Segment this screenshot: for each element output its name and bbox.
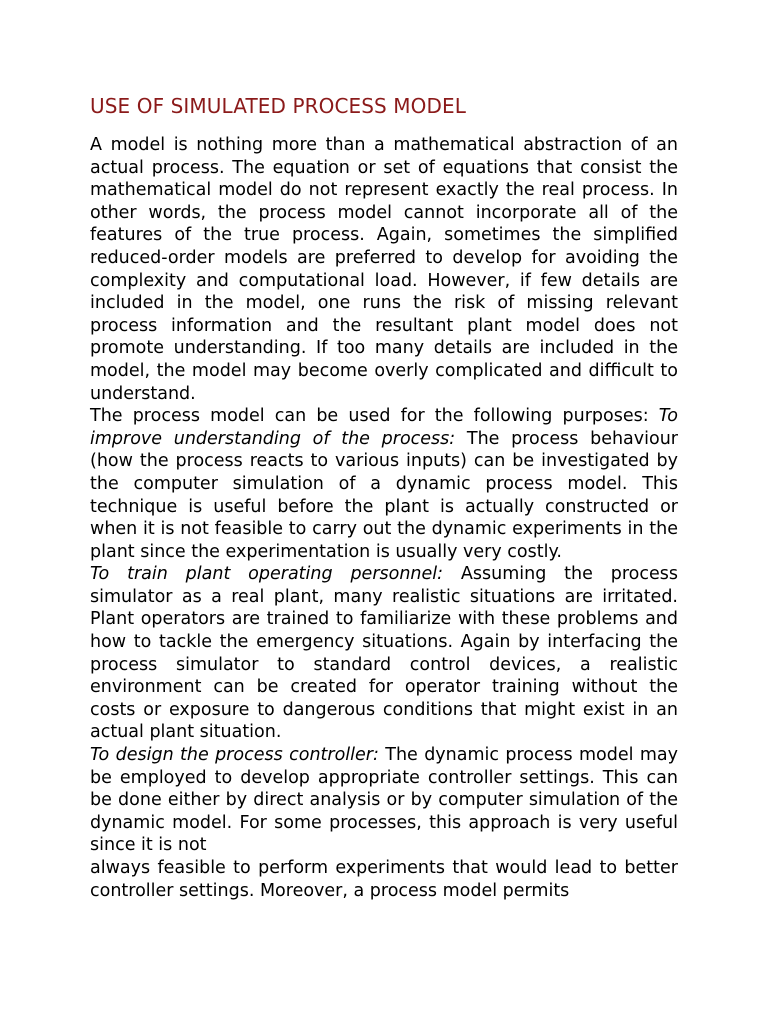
paragraph-continued [90, 857, 678, 902]
paragraph-text: always feasible to perform experiments that would lead to better controller settings. Moreover, a process model permits [90, 858, 678, 901]
document-page [90, 92, 678, 902]
paragraph-lead: To design the process controller: [90, 745, 379, 766]
paragraph-lead: To improve understanding of the process: [90, 406, 678, 449]
paragraph-pre: The process model can be used for the following purposes: [90, 406, 659, 427]
paragraph-lead: To train plant operating personnel: [90, 564, 444, 585]
paragraph-text: The process behaviour (how the process reacts to various inputs) can be investigated by the computer simulation of a dynamic process model. This technique is useful before the plant is actually constructed or when it is not feasible to carry out the dynamic experiments in the plant since the experimentation is usually very costly. [90, 428, 678, 562]
page-title: USE OF SIMULATED PROCESS MODEL [90, 94, 466, 118]
paragraph-intro [90, 134, 678, 405]
paragraph-text: A model is nothing more than a mathematical abstraction of an actual process. The equation or set of equations that consist the mathematical model do not represent exactly the real process. In other words, the process model cannot incorporate all of the features of the true process. Again, sometimes the simplified reduced-order models are preferred to develop for avoiding the complexity and computational load. However, if few details are included in the model, one runs the risk of missing relevant process information and the resultant plant model does not promote understanding. If too many details are included in the model, the model may become overly complicated and difficult to understand. [90, 135, 678, 404]
paragraph-controller [90, 744, 678, 857]
paragraph-text: Assuming the process simulator as a real plant, many realistic situations are irritated. Plant operators are trained to familiarize with these problems and how to tackle the emergency situations. Again by interfacing the process simulator to standard control devices, a realistic environment can be created for operator training without the costs or exposure to dangerous conditions that might exist in an actual plant situation. [90, 564, 678, 743]
paragraph-training [90, 563, 678, 744]
paragraph-understanding [90, 405, 678, 563]
paragraph-text: The dynamic process model may be employed to develop appropriate controller settings. This can be done either by direct analysis or by computer simulation of the dynamic model. For some processes, this approach is very useful since it is not [90, 745, 678, 856]
